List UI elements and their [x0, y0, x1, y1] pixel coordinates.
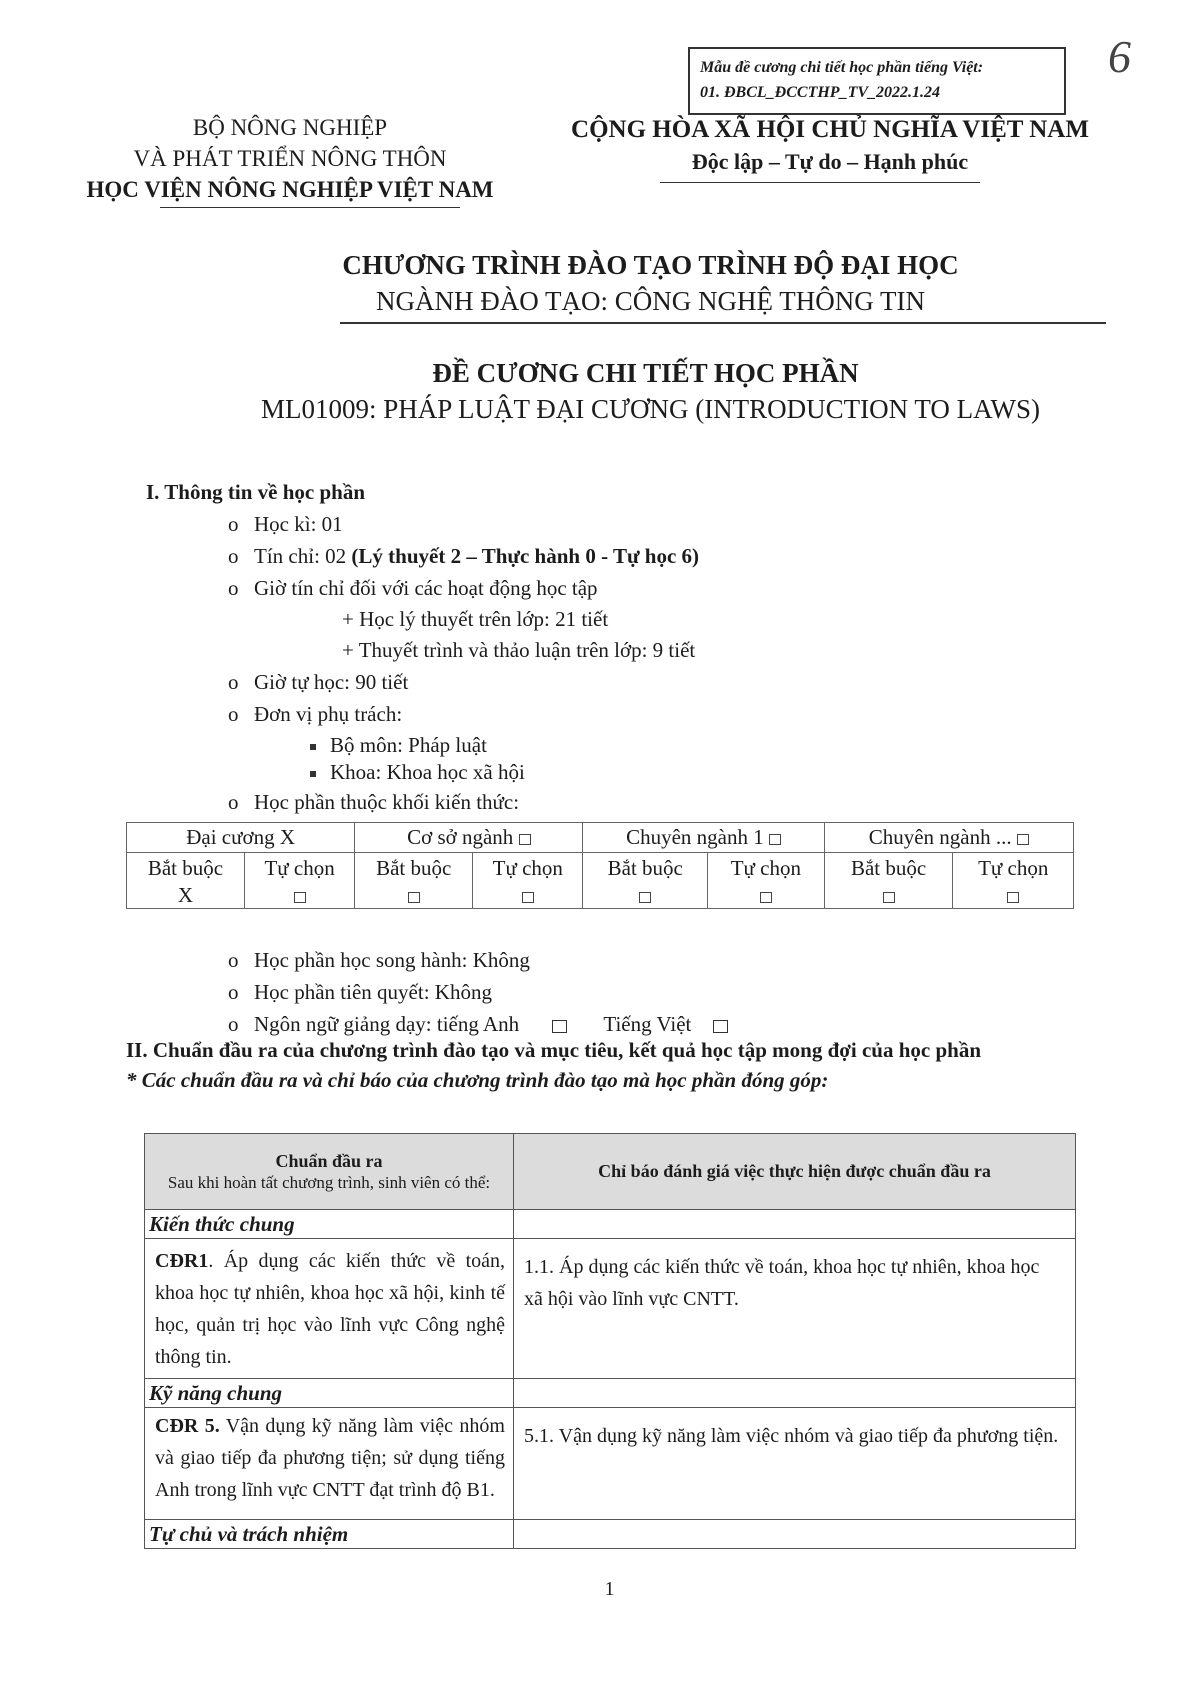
circle-bullet-icon: o [228, 948, 239, 972]
circle-bullet-icon: o [228, 576, 239, 600]
cdr1-text: . Áp dụng các kiến thức về toán, khoa học tự nhiên, khoa học xã hội, kinh tế học, quản trị học vào lĩnh vực Công nghệ thông tin. [155, 1250, 505, 1368]
republic-header [545, 114, 1115, 178]
motto-underline [660, 182, 980, 183]
program-title: CHƯƠNG TRÌNH ĐÀO TẠO TRÌNH ĐỘ ĐẠI HỌC [342, 250, 959, 280]
group-major-1: Chuyên ngành 1 [583, 823, 824, 853]
list-item-semester: o Học kì: 01 [228, 512, 343, 536]
republic-motto: Độc lập – Tự do – Hạnh phúc [691, 149, 969, 174]
required-label: Bắt buộc [355, 853, 473, 884]
cdr5-cell [145, 1408, 514, 1520]
required-label: Bắt buộc [824, 853, 953, 884]
table-row [145, 1239, 1076, 1379]
group-general-skills: Kỹ năng chung [145, 1379, 514, 1408]
hours-theory: + Học lý thuyết trên lớp: 21 tiết [342, 607, 609, 631]
list-item-parallel: o Học phần học song hành: Không [228, 948, 530, 972]
hours-discussion: + Thuyết trình và thảo luận trên lớp: 9 tiết [342, 638, 696, 662]
mark-general-required: X [127, 883, 245, 909]
group-foundation: Cơ sở ngành [355, 823, 583, 853]
program-divider [340, 322, 1106, 324]
table-row [145, 1408, 1076, 1520]
unit-department: Bộ môn: Pháp luật [310, 733, 487, 758]
circle-bullet-icon: o [228, 702, 239, 726]
cdr1-code: CĐR1 [155, 1250, 209, 1272]
republic-line1: CỘNG HÒA XÃ HỘI CHỦ NGHĨA VIỆT NAM [571, 116, 1089, 143]
checkbox-icon [519, 834, 531, 845]
checkbox-icon [408, 892, 420, 903]
institution-underline [160, 207, 460, 208]
list-item-unit: o Đơn vị phụ trách: [228, 702, 403, 726]
circle-bullet-icon: o [228, 980, 239, 1004]
section1-heading: I. Thông tin về học phần [146, 480, 366, 504]
program-block [0, 247, 1191, 319]
group-general: Đại cương X [127, 823, 355, 853]
checkbox-vietnamese-icon [713, 1020, 728, 1033]
checkbox-icon [522, 892, 534, 903]
list-item-prerequisite: o Học phần tiên quyết: Không [228, 980, 492, 1004]
form-code-line2: 01. ĐBCL_ĐCCTHP_TV_2022.1.24 [700, 84, 941, 101]
cdr5-code: CĐR 5. [155, 1415, 220, 1437]
outcomes-header-sub: Sau khi hoàn tất chương trình, sinh viên có thể: [167, 1172, 491, 1192]
unit-faculty: Khoa: Khoa học xã hội [310, 760, 525, 785]
outcomes-header-col2: Chỉ báo đánh giá việc thực hiện được chuẩn đầu ra [514, 1134, 1076, 1210]
square-bullet-icon [310, 771, 316, 777]
list-item-credits: o Tín chỉ: 02 (Lý thuyết 2 – Thực hành 0 - Tự học 6) [228, 544, 700, 568]
ministry-header [50, 112, 530, 205]
indicator-5-1: 5.1. Vận dụng kỹ năng làm việc nhóm và giao tiếp đa phương tiện. [514, 1408, 1076, 1520]
ministry-line1: BỘ NÔNG NGHIỆP [192, 115, 388, 140]
list-item-hours: o Giờ tín chỉ đối với các hoạt động học tập [228, 576, 598, 600]
group-major-n: Chuyên ngành ... [824, 823, 1073, 853]
cdr1-cell [145, 1239, 514, 1379]
ministry-line2: VÀ PHÁT TRIỂN NÔNG THÔN [133, 146, 447, 171]
checkbox-icon [760, 892, 772, 903]
section2-subheading: * Các chuẩn đầu ra và chỉ báo của chương trình đào tạo mà học phần đóng góp: [126, 1068, 829, 1092]
handwritten-page-mark: 6 [1108, 31, 1131, 82]
course-name: ML01009: PHÁP LUẬT ĐẠI CƯƠNG (INTRODUCTION TO LAWS) [260, 394, 1041, 424]
group-autonomy: Tự chủ và trách nhiệm [145, 1520, 514, 1549]
circle-bullet-icon: o [228, 1012, 239, 1036]
outcomes-table [144, 1133, 1076, 1549]
circle-bullet-icon: o [228, 544, 239, 568]
list-item-knowledge-block: o Học phần thuộc khối kiến thức: [228, 790, 520, 814]
required-label: Bắt buộc [127, 853, 245, 884]
course-block [0, 355, 1191, 427]
square-bullet-icon [310, 744, 316, 750]
circle-bullet-icon: o [228, 790, 239, 814]
checkbox-icon [883, 892, 895, 903]
outcomes-header-title: Chuẩn đầu ra [275, 1150, 383, 1171]
course-title: ĐỀ CƯƠNG CHI TIẾT HỌC PHẦN [432, 358, 859, 388]
circle-bullet-icon: o [228, 670, 239, 694]
page-number: 1 [604, 1578, 615, 1600]
section2-heading: II. Chuẩn đầu ra của chương trình đào tạo và mục tiêu, kết quả học tập mong đợi của học phần [126, 1038, 982, 1062]
circle-bullet-icon: o [228, 512, 239, 536]
program-major: NGÀNH ĐÀO TẠO: CÔNG NGHỆ THÔNG TIN [376, 286, 925, 316]
checkbox-icon [1017, 834, 1029, 845]
form-code-line1: Mẫu đề cương chi tiết học phần tiếng Việt: [700, 59, 984, 76]
list-item-language: o Ngôn ngữ giảng dạy: tiếng Anh Tiếng Việt [228, 1012, 728, 1037]
credits-detail: (Lý thuyết 2 – Thực hành 0 - Tự học 6) [351, 544, 700, 568]
checkbox-icon [1007, 892, 1019, 903]
indicator-1-1: 1.1. Áp dụng các kiến thức về toán, khoa học tự nhiên, khoa học xã hội vào lĩnh vực CNTT. [514, 1239, 1076, 1379]
elective-label: Tự chọn [953, 853, 1074, 884]
group-general-knowledge: Kiến thức chung [145, 1210, 514, 1239]
checkbox-icon [294, 892, 306, 903]
checkbox-icon [769, 834, 781, 845]
knowledge-block-table [126, 822, 1074, 909]
form-code-box [688, 47, 1066, 115]
institution-name: HỌC VIỆN NÔNG NGHIỆP VIỆT NAM [86, 177, 494, 202]
elective-label: Tự chọn [708, 853, 825, 884]
list-item-self-study: o Giờ tự học: 90 tiết [228, 670, 409, 694]
elective-label: Tự chọn [473, 853, 583, 884]
required-label: Bắt buộc [583, 853, 708, 884]
checkbox-english-icon [552, 1020, 567, 1033]
outcomes-header-col1 [145, 1134, 514, 1210]
cdr5-text: Vận dụng kỹ năng làm việc nhóm và giao tiếp đa phương tiện; sử dụng tiếng Anh trong lĩnh vực CNTT đạt trình độ B1. [155, 1415, 505, 1501]
checkbox-icon [639, 892, 651, 903]
elective-label: Tự chọn [244, 853, 354, 884]
